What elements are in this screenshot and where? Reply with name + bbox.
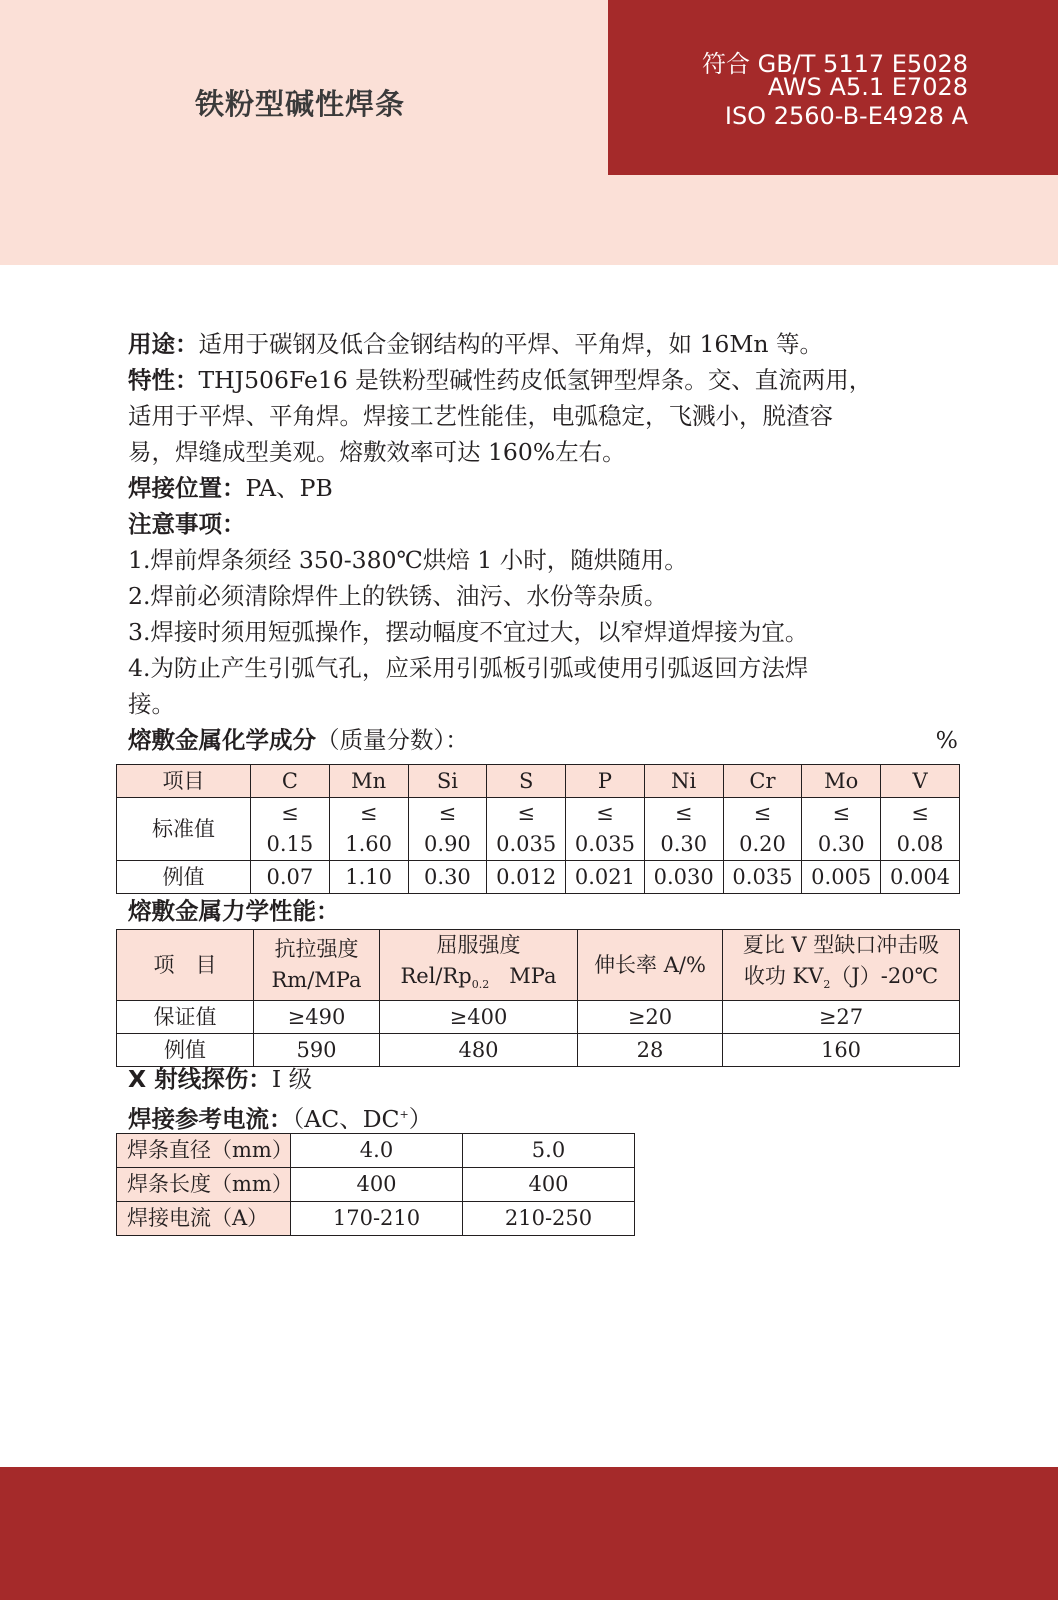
note-item-1: 1.焊前焊条须经 350-380℃烘焙 1 小时，随烘随用。: [128, 546, 688, 574]
current-cell: 焊条直径（mm）: [117, 1134, 291, 1168]
le-symbol: ≤: [438, 801, 457, 825]
mech-cell: 例值: [117, 1034, 254, 1067]
mech-cell: 28: [578, 1034, 723, 1067]
mech-header-tensile-2: Rm/MPa: [271, 968, 362, 993]
chem-std-mo: [802, 798, 881, 861]
mech-header-tensile-1: 抗拉强度: [274, 937, 359, 962]
mech-cell: ≥20: [578, 1001, 723, 1034]
feature-label: 特性：: [128, 366, 199, 394]
standard-gb: 符合 GB/T 5117 E5028: [701, 50, 968, 78]
mech-header-item: 项 目: [117, 930, 254, 1001]
mech-header-yield: [380, 930, 578, 1001]
page-title: 铁粉型碱性焊条: [195, 87, 406, 121]
chem-std-cr: [723, 798, 802, 861]
current-line: [128, 1097, 432, 1137]
footer-band: [0, 1467, 1058, 1600]
current-cell: 4.0: [291, 1134, 463, 1168]
mech-cell: 160: [723, 1034, 960, 1067]
mech-cell: ≥27: [723, 1001, 960, 1034]
chem-std-value: 0.30: [660, 832, 708, 856]
chem-std-value: 0.90: [424, 832, 471, 856]
current-cell: 焊接电流（A）: [117, 1202, 291, 1236]
chem-std-mn: [329, 798, 408, 861]
usage-label: 用途：: [128, 330, 199, 358]
le-symbol: ≤: [517, 801, 535, 825]
chem-header-item: 项目: [117, 765, 251, 798]
chem-example-v: 0.004: [881, 861, 960, 894]
mech-header-impact-2a: 收功 KV: [743, 964, 824, 988]
feature-line-1: [128, 362, 958, 398]
chemistry-example-row: [117, 861, 960, 894]
chem-example-si: 0.30: [408, 861, 487, 894]
mech-header-impact-1: 夏比 V 型缺口冲击吸: [742, 933, 940, 957]
chem-std-value: 0.035: [574, 832, 635, 856]
current-cell: 焊条长度（mm）: [117, 1168, 291, 1202]
mech-header-elong: 伸长率 A/%: [578, 930, 723, 1001]
chem-example-mo: 0.005: [802, 861, 881, 894]
mech-header-impact-sub: 2: [823, 978, 831, 992]
position-text: PA、PB: [245, 474, 333, 502]
le-symbol: ≤: [911, 801, 929, 825]
chem-example-ni: 0.030: [644, 861, 723, 894]
chem-example-cr: 0.035: [723, 861, 802, 894]
usage-text: 适用于碳钢及低合金钢结构的平焊、平角焊，如 16Mn 等。: [198, 330, 824, 358]
mech-cell: 480: [380, 1034, 578, 1067]
note-item-4: 4.为防止产生引弧气孔，应采用引弧板引弧或使用引弧返回方法焊: [128, 654, 809, 682]
current-cell: 400: [463, 1168, 635, 1202]
current-text-sup: +: [399, 1108, 409, 1121]
chemistry-table: [116, 764, 960, 894]
chem-std-value: 0.15: [266, 832, 314, 856]
le-symbol: ≤: [832, 801, 851, 825]
mech-cell: 保证值: [117, 1001, 254, 1034]
current-text-a: （AC、DC: [292, 1104, 400, 1133]
chem-std-value: 1.60: [345, 832, 393, 856]
chem-header-cr: Cr: [723, 765, 802, 798]
chem-header-s: S: [487, 765, 566, 798]
current-row-amps: [117, 1202, 635, 1236]
standards-box: [608, 0, 1058, 175]
mech-header-yield-sub: 0.2: [471, 978, 490, 992]
xray-line: [128, 1061, 312, 1097]
le-symbol: ≤: [281, 801, 299, 825]
chem-example-label: 例值: [117, 861, 251, 894]
chemistry-unit: %: [935, 726, 958, 754]
mech-header-impact-2b: （J）-20℃: [830, 964, 939, 988]
mech-header-yield-1: 屈服强度: [436, 933, 521, 957]
chem-std-s: [487, 798, 566, 861]
current-label: 焊接参考电流：: [128, 1104, 293, 1133]
le-symbol: ≤: [596, 801, 614, 825]
current-table: [116, 1133, 635, 1236]
mechanical-label: 熔敷金属力学性能：: [128, 897, 340, 925]
current-row-diameter: [117, 1134, 635, 1168]
chem-header-v: V: [881, 765, 960, 798]
chem-example-c: 0.07: [251, 861, 330, 894]
mech-header-yield-2b: MPa: [509, 964, 557, 988]
current-row-length: [117, 1168, 635, 1202]
current-text-b: ）: [408, 1104, 433, 1133]
chem-header-mo: Mo: [802, 765, 881, 798]
usage-line: [128, 326, 958, 362]
position-line: [128, 470, 958, 506]
chem-std-value: 0.20: [739, 832, 786, 856]
chem-std-c: [251, 798, 330, 861]
mech-cell: 590: [254, 1034, 380, 1067]
mech-cell: ≥490: [254, 1001, 380, 1034]
notes-label: 注意事项：: [128, 510, 246, 538]
feature-line-2: 适用于平焊、平角焊。焊接工艺性能佳，电弧稳定，飞溅小，脱渣容: [128, 402, 833, 430]
chem-std-si: [408, 798, 487, 861]
chem-std-value: 0.035: [496, 832, 557, 856]
position-label: 焊接位置：: [128, 474, 246, 502]
le-symbol: ≤: [359, 801, 378, 825]
current-cell: 170-210: [291, 1202, 463, 1236]
chem-example-p: 0.021: [566, 861, 645, 894]
chemistry-header-row: [117, 765, 960, 798]
mech-header-yield-2a: Rel/Rp: [400, 964, 472, 988]
chem-header-c: C: [251, 765, 330, 798]
xray-text: Ⅰ 级: [271, 1065, 313, 1093]
chem-std-value: 0.08: [896, 832, 944, 856]
mech-header-impact: [723, 930, 960, 1001]
chemistry-std-row: [117, 798, 960, 861]
le-symbol: ≤: [674, 801, 693, 825]
note-item-3: 3.焊接时须用短弧操作，摆动幅度不宜过大，以窄焊道焊接为宜。: [128, 618, 809, 646]
chem-std-v: [881, 798, 960, 861]
xray-label: X 射线探伤：: [128, 1065, 272, 1093]
mechanical-header-row: [117, 930, 960, 1001]
chem-header-p: P: [566, 765, 645, 798]
standard-iso: ISO 2560-B-E4928 A: [724, 102, 968, 130]
chem-std-p: [566, 798, 645, 861]
mechanical-guarantee-row: [117, 1001, 960, 1034]
body-text: [128, 326, 958, 758]
mechanical-table: [116, 929, 960, 1067]
chem-example-s: 0.012: [487, 861, 566, 894]
mech-cell: ≥400: [380, 1001, 578, 1034]
mech-header-tensile: [254, 930, 380, 1001]
chem-example-mn: 1.10: [329, 861, 408, 894]
chem-std-ni: [644, 798, 723, 861]
current-cell: 5.0: [463, 1134, 635, 1168]
le-symbol: ≤: [753, 801, 772, 825]
chemistry-label: 熔敷金属化学成分: [128, 726, 316, 754]
feature-line-3: 易，焊缝成型美观。熔敷效率可达 160%左右。: [128, 438, 626, 466]
chem-std-label: 标准值: [117, 798, 251, 861]
current-cell: 210-250: [463, 1202, 635, 1236]
chemistry-heading: [128, 722, 958, 758]
chem-std-value: 0.30: [817, 832, 865, 856]
chem-header-si: Si: [408, 765, 487, 798]
note-item-2: 2.焊前必须清除焊件上的铁锈、油污、水份等杂质。: [128, 582, 668, 610]
feature-text-1: THJ506Fe16 是铁粉型碱性药皮低氢钾型焊条。交、直流两用，: [198, 366, 873, 394]
chem-header-mn: Mn: [329, 765, 408, 798]
note-item-4-cont: 接。: [128, 690, 175, 718]
standard-aws: AWS A5.1 E7028: [767, 73, 968, 101]
chemistry-sublabel: （质量分数）：: [316, 726, 469, 754]
chem-header-ni: Ni: [644, 765, 723, 798]
current-cell: 400: [291, 1168, 463, 1202]
